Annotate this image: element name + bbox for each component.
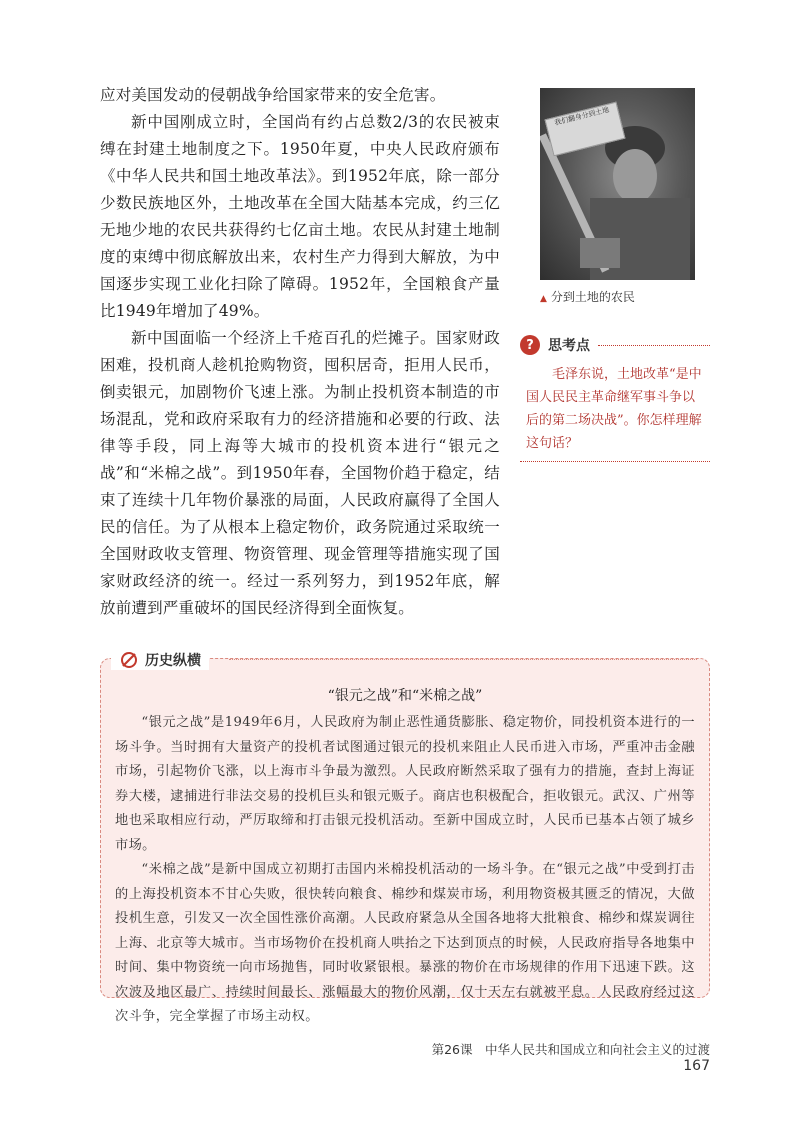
box-header-text: 历史纵横 bbox=[145, 653, 201, 669]
box-header bbox=[111, 650, 209, 670]
history-box bbox=[100, 653, 710, 1024]
page-footer bbox=[400, 1040, 710, 1074]
box-title: “银元之战”和“米棉之战” bbox=[327, 688, 483, 704]
farmer-photo bbox=[540, 88, 695, 280]
caption-text: 分到土地的农民 bbox=[550, 290, 635, 304]
footer-lesson: 第26课 中华人民共和国成立和向社会主义的过渡 bbox=[431, 1042, 710, 1057]
main-text bbox=[100, 82, 500, 622]
box-body bbox=[115, 711, 695, 1030]
box-paragraph-silver: “银元之战”是1949年6月，人民政府为制止恶性通货膨胀、稳定物价，同投机资本进行的一场斗争。当时拥有大量资产的投机者试图通过银元的投机来阻止人民币进入市场，严重冲击金融市场，引起物价飞涨，以上海市斗争最为激烈。人民政府断然采取了强有力的措施，查封上海证券大楼，逮捕进行非法交易的投机巨头和银元贩子。商店也积极配合，拒收银元。武汉、广州等地也采取相应行动，严厉取缔和打击银元投机活动。至新中国成立时，人民币已基本占领了城乡市场。 bbox=[115, 715, 695, 853]
think-body: 毛泽东说，土地改革“是中国人民民主革命继军事斗争以后的第二场决战”。你怎样理解这句话？ bbox=[520, 363, 710, 462]
question-icon: ? bbox=[520, 335, 540, 355]
sign-board: 我们翻身分到土地 bbox=[545, 102, 626, 157]
dotted-divider bbox=[598, 345, 710, 346]
photo-caption bbox=[540, 288, 635, 305]
paragraph-land-reform: 新中国刚成立时，全国尚有约占总数2/3的农民被束缚在封建土地制度之下。1950年夏，中央人民政府颁布《中华人民共和国土地改革法》。到1952年底，除一部分少数民族地区外，土地改革在全国大陆基本完成，约三亿无地少地的农民共获得约七亿亩土地。农民从封建土地制度的束缚中彻底解放出来，农村生产力得到大解放，为中国逐步实现工业化扫除了障碍。1952年，全国粮食产量比1949年增加了49%。 bbox=[100, 113, 500, 320]
paragraph-continued: 应对美国发动的侵朝战争给国家带来的安全危害。 bbox=[100, 86, 446, 104]
box-header-divider bbox=[229, 659, 697, 660]
triangle-icon: ▲ bbox=[540, 294, 547, 304]
think-title: 思考点 bbox=[548, 338, 590, 354]
think-point bbox=[520, 335, 710, 462]
page-number: 167 bbox=[683, 1058, 710, 1074]
history-logo-icon bbox=[119, 650, 139, 670]
paragraph-economy: 新中国面临一个经济上千疮百孔的烂摊子。国家财政困难，投机商人趁机抢购物资，囤积居奇，拒用人民币，倒卖银元，加剧物价飞速上涨。为制止投机资本制造的市场混乱，党和政府采取有力的经济措施和必要的行政、法律等手段，同上海等大城市的投机资本进行“银元之战”和“米棉之战”。到1950年春，全国物价趋于稳定，结束了连续十几年物价暴涨的局面，人民政府赢得了全国人民的信任。为了从根本上稳定物价，政务院通过采取统一全国财政收支管理、物资管理、现金管理等措施实现了国家财政经济的统一。经过一系列努力，到1952年底，解放前遭到严重破坏的国民经济得到全面恢复。 bbox=[100, 329, 500, 617]
think-header bbox=[520, 335, 710, 355]
box-paragraph-rice-cotton: “米棉之战”是新中国成立初期打击国内米棉投机活动的一场斗争。在“银元之战”中受到打击的上海投机资本不甘心失败，很快转向粮食、棉纱和煤炭市场，利用物资极其匮乏的情况，大做投机生意，引发又一次全国性涨价高潮。人民政府紧急从全国各地将大批粮食、棉纱和煤炭调往上海、北京等大城市。当市场物价在投机商人哄抬之下达到顶点的时候，人民政府指导各地集中时间、集中物资统一向市场抛售，同时收紧银根。暴涨的物价在市场规律的作用下迅速下跌。这次波及地区最广、持续时间最长、涨幅最大的物价风潮，仅十天左右就被平息。人民政府经过这次斗争，完全掌握了市场主动权。 bbox=[115, 862, 695, 1024]
